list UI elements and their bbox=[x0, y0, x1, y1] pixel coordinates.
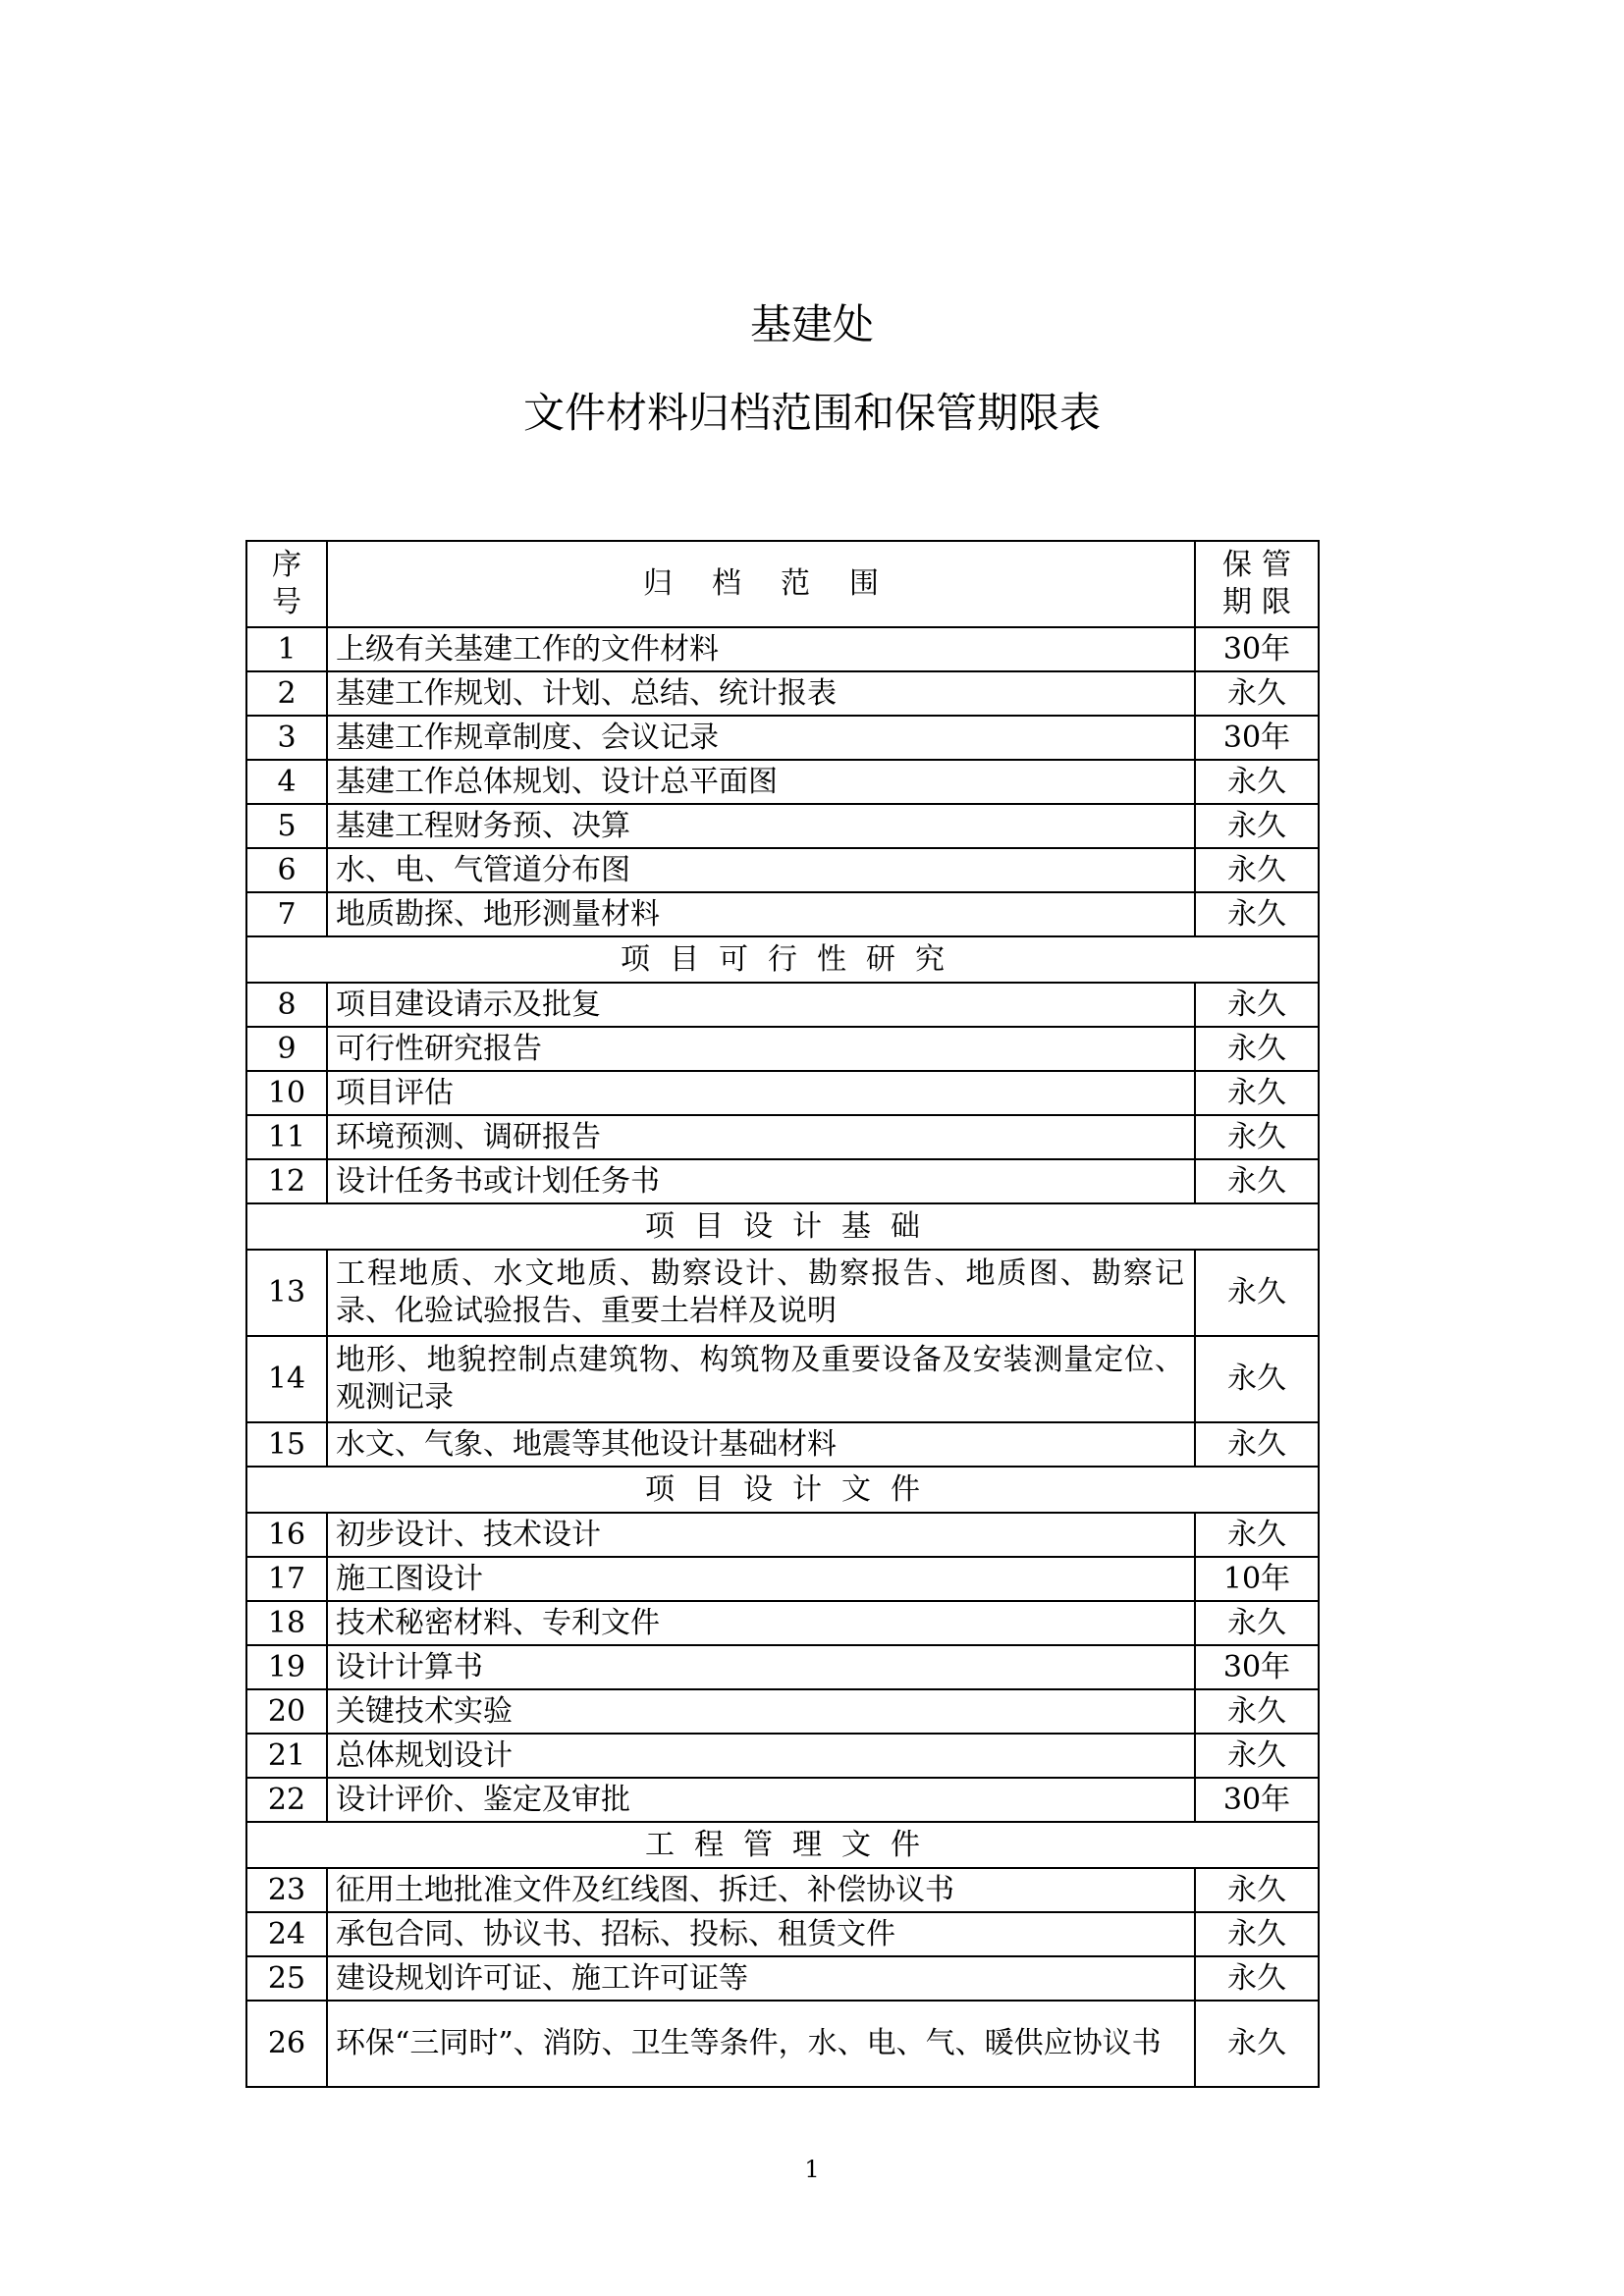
header-period bbox=[1195, 541, 1319, 627]
section-heading-cell bbox=[246, 936, 1319, 983]
header-scope: 归档范围 bbox=[327, 541, 1195, 627]
row-number: 6 bbox=[246, 848, 327, 892]
table-row bbox=[246, 1513, 1319, 1557]
row-scope: 设计任务书或计划任务书 bbox=[327, 1159, 1195, 1203]
table-row bbox=[246, 892, 1319, 936]
row-scope: 工程地质、水文地质、勘察设计、勘察报告、地质图、勘察记录、化验试验报告、重要土岩样及说明 bbox=[327, 1250, 1195, 1336]
row-number: 8 bbox=[246, 983, 327, 1027]
row-scope: 征用土地批准文件及红线图、拆迁、补偿协议书 bbox=[327, 1868, 1195, 1912]
row-period: 永久 bbox=[1195, 1513, 1319, 1557]
section-heading-cell bbox=[246, 1467, 1319, 1513]
row-scope: 技术秘密材料、专利文件 bbox=[327, 1601, 1195, 1645]
row-period: 永久 bbox=[1195, 760, 1319, 804]
row-number: 22 bbox=[246, 1778, 327, 1822]
row-number: 9 bbox=[246, 1027, 327, 1071]
row-number: 26 bbox=[246, 2001, 327, 2087]
row-scope: 施工图设计 bbox=[327, 1557, 1195, 1601]
table-row bbox=[246, 1868, 1319, 1912]
row-scope: 初步设计、技术设计 bbox=[327, 1513, 1195, 1557]
row-period: 30年 bbox=[1195, 1778, 1319, 1822]
table-row bbox=[246, 983, 1319, 1027]
row-number: 14 bbox=[246, 1336, 327, 1422]
table-row bbox=[246, 1422, 1319, 1467]
row-scope: 水、电、气管道分布图 bbox=[327, 848, 1195, 892]
document-subtitle: 文件材料归档范围和保管期限表 bbox=[522, 389, 1101, 437]
header-number-line2: 号 bbox=[272, 585, 301, 619]
table-row bbox=[246, 1912, 1319, 1956]
row-number: 21 bbox=[246, 1734, 327, 1778]
header-number bbox=[246, 541, 327, 627]
row-period: 永久 bbox=[1195, 848, 1319, 892]
table-row bbox=[246, 1027, 1319, 1071]
table-row bbox=[246, 1689, 1319, 1734]
table-row bbox=[246, 671, 1319, 716]
row-scope: 可行性研究报告 bbox=[327, 1027, 1195, 1071]
section-heading: 项目设计文件 bbox=[645, 1471, 940, 1507]
row-period: 30年 bbox=[1195, 627, 1319, 671]
table-row bbox=[246, 760, 1319, 804]
row-number: 7 bbox=[246, 892, 327, 936]
section-heading: 项目设计基础 bbox=[645, 1208, 940, 1244]
row-number: 16 bbox=[246, 1513, 327, 1557]
row-scope: 地形、地貌控制点建筑物、构筑物及重要设备及安装测量定位、观测记录 bbox=[327, 1336, 1195, 1422]
row-period: 30年 bbox=[1195, 1645, 1319, 1689]
row-number: 15 bbox=[246, 1422, 327, 1467]
row-scope: 设计计算书 bbox=[327, 1645, 1195, 1689]
row-number: 1 bbox=[246, 627, 327, 671]
row-period: 永久 bbox=[1195, 804, 1319, 848]
section-row bbox=[246, 936, 1319, 983]
row-scope: 项目评估 bbox=[327, 1071, 1195, 1115]
table-row bbox=[246, 848, 1319, 892]
header-number-line1: 序 bbox=[272, 548, 301, 582]
row-number: 23 bbox=[246, 1868, 327, 1912]
row-scope: 基建工作总体规划、设计总平面图 bbox=[327, 760, 1195, 804]
row-period: 10年 bbox=[1195, 1557, 1319, 1601]
table-row bbox=[246, 1956, 1319, 2001]
row-period: 永久 bbox=[1195, 892, 1319, 936]
section-heading-cell bbox=[246, 1822, 1319, 1868]
row-scope: 建设规划许可证、施工许可证等 bbox=[327, 1956, 1195, 2001]
section-heading: 工程管理文件 bbox=[645, 1827, 940, 1862]
row-scope: 地质勘探、地形测量材料 bbox=[327, 892, 1195, 936]
row-number: 24 bbox=[246, 1912, 327, 1956]
row-number: 10 bbox=[246, 1071, 327, 1115]
section-heading-cell bbox=[246, 1203, 1319, 1250]
header-period-line2: 期限 bbox=[1222, 585, 1301, 619]
section-heading: 项目可行性研究 bbox=[621, 941, 964, 977]
row-period: 永久 bbox=[1195, 1071, 1319, 1115]
table-row bbox=[246, 1557, 1319, 1601]
row-number: 11 bbox=[246, 1115, 327, 1159]
row-number: 18 bbox=[246, 1601, 327, 1645]
row-period: 永久 bbox=[1195, 671, 1319, 716]
row-number: 17 bbox=[246, 1557, 327, 1601]
table-header-row bbox=[246, 541, 1319, 627]
row-period: 永久 bbox=[1195, 1734, 1319, 1778]
header-period-line1: 保管 bbox=[1222, 548, 1301, 582]
table-row bbox=[246, 1734, 1319, 1778]
row-scope: 承包合同、协议书、招标、投标、租赁文件 bbox=[327, 1912, 1195, 1956]
row-scope: 关键技术实验 bbox=[327, 1689, 1195, 1734]
row-scope: 上级有关基建工作的文件材料 bbox=[327, 627, 1195, 671]
section-row bbox=[246, 1822, 1319, 1868]
row-period: 永久 bbox=[1195, 1601, 1319, 1645]
table-row bbox=[246, 716, 1319, 760]
row-number: 2 bbox=[246, 671, 327, 716]
row-scope: 基建工程财务预、决算 bbox=[327, 804, 1195, 848]
row-scope: 水文、气象、地震等其他设计基础材料 bbox=[327, 1422, 1195, 1467]
table-body bbox=[246, 627, 1319, 2087]
row-period: 永久 bbox=[1195, 1336, 1319, 1422]
row-scope: 项目建设请示及批复 bbox=[327, 983, 1195, 1027]
row-scope: 总体规划设计 bbox=[327, 1734, 1195, 1778]
row-scope: 基建工作规划、计划、总结、统计报表 bbox=[327, 671, 1195, 716]
row-period: 永久 bbox=[1195, 1912, 1319, 1956]
row-period: 永久 bbox=[1195, 1115, 1319, 1159]
row-number: 3 bbox=[246, 716, 327, 760]
table-row bbox=[246, 1159, 1319, 1203]
section-row bbox=[246, 1467, 1319, 1513]
row-period: 永久 bbox=[1195, 2001, 1319, 2087]
table-row bbox=[246, 627, 1319, 671]
table-row bbox=[246, 1250, 1319, 1336]
row-scope: 设计评价、鉴定及审批 bbox=[327, 1778, 1195, 1822]
row-number: 12 bbox=[246, 1159, 327, 1203]
table-row bbox=[246, 1601, 1319, 1645]
archive-table bbox=[245, 540, 1320, 2088]
row-number: 13 bbox=[246, 1250, 327, 1336]
page-number: 1 bbox=[804, 2156, 820, 2183]
table-row bbox=[246, 1645, 1319, 1689]
row-scope: 环保“三同时”、消防、卫生等条件，水、电、气、暖供应协议书 bbox=[327, 2001, 1195, 2087]
row-period: 永久 bbox=[1195, 1159, 1319, 1203]
row-period: 永久 bbox=[1195, 1422, 1319, 1467]
table-row bbox=[246, 1115, 1319, 1159]
row-number: 4 bbox=[246, 760, 327, 804]
row-number: 20 bbox=[246, 1689, 327, 1734]
row-period: 永久 bbox=[1195, 1250, 1319, 1336]
row-number: 25 bbox=[246, 1956, 327, 2001]
row-scope: 环境预测、调研报告 bbox=[327, 1115, 1195, 1159]
row-period: 永久 bbox=[1195, 1027, 1319, 1071]
table-row bbox=[246, 804, 1319, 848]
row-period: 30年 bbox=[1195, 716, 1319, 760]
row-period: 永久 bbox=[1195, 1956, 1319, 2001]
row-period: 永久 bbox=[1195, 1868, 1319, 1912]
row-number: 19 bbox=[246, 1645, 327, 1689]
table-row bbox=[246, 1071, 1319, 1115]
section-row bbox=[246, 1203, 1319, 1250]
row-period: 永久 bbox=[1195, 1689, 1319, 1734]
row-scope: 基建工作规章制度、会议记录 bbox=[327, 716, 1195, 760]
row-number: 5 bbox=[246, 804, 327, 848]
row-period: 永久 bbox=[1195, 983, 1319, 1027]
table-row bbox=[246, 1778, 1319, 1822]
table-row bbox=[246, 2001, 1319, 2087]
document-title: 基建处 bbox=[749, 300, 874, 348]
table-row bbox=[246, 1336, 1319, 1422]
